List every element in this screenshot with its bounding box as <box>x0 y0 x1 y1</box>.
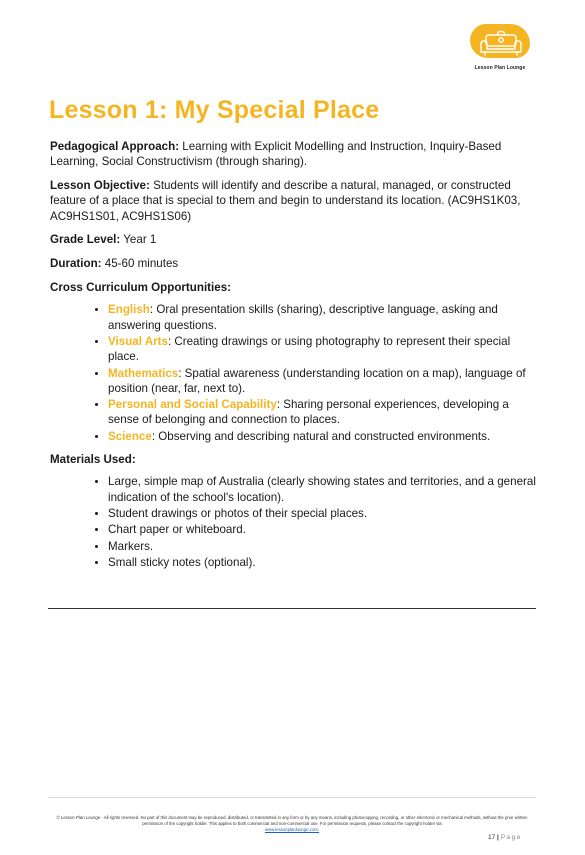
list-item-text: : Oral presentation skills (sharing), descriptive language, asking and answering questions. <box>108 303 498 332</box>
page-number <box>488 834 522 841</box>
lesson-objective-label: Lesson Objective: <box>50 179 150 193</box>
copyright-text: © Lesson Plan Lounge - All rights reserved. No part of this document may be reproduced, distributed, or transmitted in any form or by any means, including photocopying, recording, or other electronic or mechanical methods, without the prior written permission of the copyright holder. This applies to both commercial and non-commercial use. For permission requests, please contact the copyright holder via <box>56 815 528 826</box>
subject-science: Science <box>108 429 152 443</box>
materials-list <box>50 474 540 570</box>
list-item <box>108 366 540 397</box>
list-item <box>108 429 540 444</box>
list-item: • Markers. <box>108 539 540 554</box>
website-link[interactable]: www.lessonplanlounge.com. <box>264 827 320 832</box>
duration <box>50 256 540 271</box>
list-item-text: : Observing and describing natural and constructed environments. <box>151 429 491 443</box>
list-item <box>108 397 540 428</box>
materials-heading-text: Materials Used: <box>50 453 136 467</box>
logo-text: Lesson Plan Lounge <box>474 65 526 71</box>
list-item: • Large, simple map of Australia (clearly showing states and territories, and a general indication of the school's location). <box>108 474 540 505</box>
lesson-plan-lounge-logo <box>468 24 532 76</box>
footer-divider <box>48 797 536 798</box>
subject-visual-arts: Visual Arts <box>108 334 168 348</box>
list-item: • Student drawings or photos of their special places. <box>108 506 540 521</box>
subject-english: English <box>108 303 150 317</box>
list-item-text: : Sharing personal experiences, developing a sense of belonging and connection to places. <box>108 398 509 427</box>
cross-curriculum-heading <box>50 280 540 295</box>
subject-personal-social: Personal and Social Capability <box>108 398 277 412</box>
page-number-value: 17 <box>488 834 496 841</box>
list-item-text: : Creating drawings or using photography to represent their special place. <box>108 334 511 364</box>
grade-level <box>50 232 540 247</box>
section-divider <box>48 608 536 609</box>
duration-text: 45-60 minutes <box>101 257 179 271</box>
pedagogical-approach-text: Learning with Explicit Modelling and Instruction, Inquiry-Based Learning, Social Constructivism (through sharing). <box>50 140 502 169</box>
list-item <box>108 334 540 365</box>
list-item: • Small sticky notes (optional). <box>108 555 540 570</box>
copyright-footer <box>52 815 532 833</box>
list-item: • Chart paper or whiteboard. <box>108 522 540 537</box>
cross-curriculum-heading-text: Cross Curriculum Opportunities: <box>50 281 232 295</box>
page-label: Page <box>500 834 522 841</box>
grade-level-label: Grade Level: <box>50 233 121 247</box>
pedagogical-approach-label: Pedagogical Approach: <box>50 140 180 153</box>
duration-label: Duration: <box>50 257 102 271</box>
page-separator: | <box>497 834 499 841</box>
pedagogical-approach <box>50 139 540 170</box>
sofa-icon <box>476 30 526 58</box>
cross-curriculum-list <box>50 302 540 444</box>
lesson-objective <box>50 178 540 224</box>
materials-heading <box>50 452 540 467</box>
page-title: Lesson 1: My Special Place <box>49 96 380 124</box>
grade-level-text: Year 1 <box>120 233 157 247</box>
lesson-content <box>50 139 540 578</box>
list-item-text: : Spatial awareness (understanding location on a map), language of position (near, far, next to). <box>108 366 526 395</box>
lesson-objective-text: Students will identify and describe a natural, managed, or constructed feature of a place that is special to them and begin to understand its location. (AC9HS1K03, AC9HS1S01, AC9HS1S06) <box>50 179 521 223</box>
subject-mathematics: Mathematics <box>108 366 179 380</box>
list-item <box>108 302 540 333</box>
